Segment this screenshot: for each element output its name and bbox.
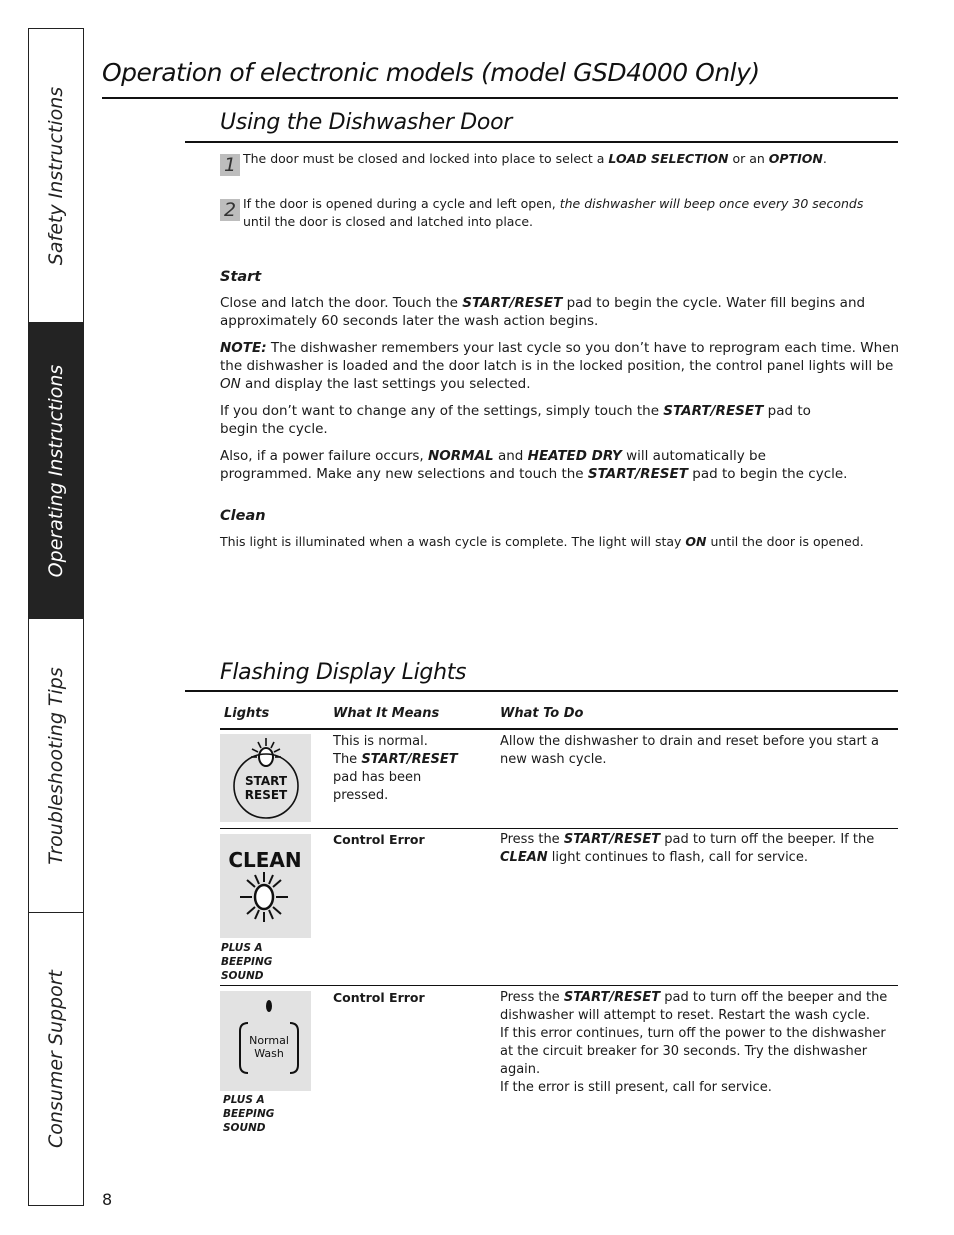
door-section-heading: Using the Dishwasher Door [220,110,512,135]
tab-operating-instructions[interactable]: Operating Instructions [29,323,83,619]
start-note: NOTE: The dishwasher remembers your last cycle so you don’t have to reprogram each time. When the dishwasher is loaded and the door latch is in the locked position, the control panel lights will be ON and display the last settings you selected. [220,340,900,392]
start-paragraph-3: If you don’t want to change any of the settings, simply touch the START/RESET pad to begin the cycle. [220,403,811,437]
side-tabs [28,28,84,1206]
clean-flashing-icon [220,834,311,938]
table-row-rule [220,828,898,829]
row-2-todo: Press the START/RESET pad to turn off the beeper. If the CLEAN light continues to flash, call for service. [500,832,875,865]
step-number-1: 1 [220,154,240,176]
start-reset-icon-graphic [220,734,311,822]
door-item-1: The door must be closed and locked into place to select a LOAD SELECTION or an OPTION. [243,151,827,166]
row-1-means: This is normal. The START/RESET pad has been pressed. [333,734,458,803]
start-paragraph-4: Also, if a power failure occurs, NORMAL and HEATED DRY will automatically be programmed. Make any new selections and touch the START/RESET pad to begin the cycle. [220,448,848,482]
column-header-means: What It Means [333,706,440,721]
row-2-means: Control Error [333,832,425,847]
normal-wash-icon-graphic [220,991,311,1091]
door-section-rule [185,141,898,143]
column-header-todo: What To Do [500,706,584,721]
column-header-lights: Lights [224,706,270,721]
wash-icon-label: Wash [254,1047,284,1060]
tab-safety-instructions[interactable]: Safety Instructions [29,29,83,323]
table-row-rule [220,985,898,986]
clean-icon-label: CLEAN [228,848,302,872]
flashing-section-heading: Flashing Display Lights [220,660,467,685]
start-paragraph-1: Close and latch the door. Touch the START/RESET pad to begin the cycle. Water fill begins and approximately 60 seconds later the wash action begins. [220,295,866,329]
tab-troubleshooting-tips[interactable]: Troubleshooting Tips [29,619,83,913]
table-header-rule [220,728,898,730]
step-number-2: 2 [220,199,240,221]
start-reset-flashing-icon [220,734,311,822]
clean-paragraph: This light is illuminated when a wash cycle is complete. The light will stay ON until the door is opened. [220,534,864,549]
normal-icon-label: Normal [249,1034,289,1047]
row-3-means: Control Error [333,990,425,1005]
row-1-todo: Allow the dishwasher to drain and reset before you start a new wash cycle. [500,734,880,767]
clean-icon-graphic [220,834,311,938]
title-rule [102,97,898,99]
page-title: Operation of electronic models (model GSD4000 Only) [102,58,760,87]
door-item-2: If the door is opened during a cycle and left open, the dishwasher will beep once every 30 seconds until the door is closed and latched into place. [243,196,864,229]
tab-consumer-support[interactable]: Consumer Support [45,969,67,1148]
normal-wash-flashing-icon [220,991,311,1091]
start-icon-label: START [244,774,288,788]
row-2-beep-note: PLUS A BEEPING SOUND [221,942,273,982]
clean-heading: Clean [220,508,266,524]
start-heading: Start [220,269,262,285]
reset-icon-label: RESET [244,788,288,802]
page-number: 8 [102,1190,113,1209]
flashing-section-rule [185,690,898,692]
row-3-beep-note: PLUS A BEEPING SOUND [223,1094,275,1134]
row-3-todo: Press the START/RESET pad to turn off the beeper and the dishwasher will attempt to reset. Restart the wash cycle. If this error continues, turn off the power to the dishwasher at the circuit breaker for 30 seconds. Try the dishwasher again. If the error is still present, call for service. [500,990,888,1095]
